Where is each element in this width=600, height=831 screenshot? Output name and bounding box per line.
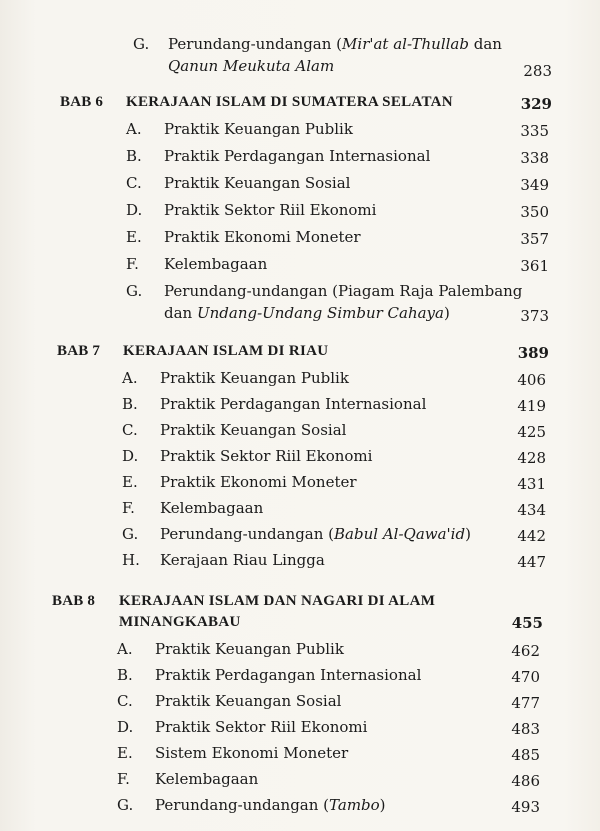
entry-letter: A.: [122, 369, 138, 387]
entry-title: Praktik Keuangan Sosial: [155, 692, 342, 710]
entry-page: 350: [520, 203, 549, 221]
entry-page: 486: [511, 772, 540, 790]
entry-title: Praktik Perdagangan Internasional: [164, 147, 431, 165]
entry-title: Praktik Sektor Riil Ekonomi: [155, 718, 368, 736]
entry-letter: G.: [126, 282, 143, 300]
entry-title: Praktik Keuangan Publik: [155, 640, 344, 658]
entry-title: Praktik Keuangan Sosial: [164, 174, 351, 192]
entry-title-line1: Perundang-undangan (Piagam Raja Palembang: [164, 282, 523, 300]
entry-page: 470: [511, 668, 540, 686]
chapter-label: BAB 6: [60, 94, 104, 110]
entry-letter: A.: [117, 640, 133, 658]
entry-page: 419: [517, 397, 546, 415]
entry-letter: E.: [122, 473, 138, 491]
entry-letter: E.: [117, 744, 133, 762]
chapter-title-line1: KERAJAAN ISLAM DAN NAGARI DI ALAM: [119, 593, 436, 609]
entry-page: 483: [511, 720, 540, 738]
entry-letter: H.: [122, 551, 140, 569]
entry-title: Praktik Keuangan Sosial: [160, 421, 347, 439]
entry-title-line1: Perundang-undangan (Mir'at al-Thullab dan: [168, 35, 502, 53]
entry-title: Praktik Perdagangan Internasional: [155, 666, 422, 684]
entry-letter: F.: [122, 499, 135, 517]
entry-letter: C.: [117, 692, 133, 710]
entry-letter: B.: [122, 395, 138, 413]
entry-letter: D.: [126, 201, 143, 219]
entry-page: 361: [520, 257, 549, 275]
entry-title: Praktik Keuangan Publik: [164, 120, 353, 138]
chapter-title: KERAJAAN ISLAM DI SUMATERA SELATAN: [126, 94, 453, 110]
entry-page: 335: [520, 122, 549, 140]
chapter-label: BAB 8: [52, 593, 96, 609]
entry-letter: B.: [126, 147, 142, 165]
entry-letter: B.: [117, 666, 133, 684]
entry-title: Kelembagaan: [155, 770, 259, 788]
entry-page: 442: [517, 527, 546, 545]
entry-letter: A.: [126, 120, 142, 138]
entry-title: Perundang-undangan (Tambo): [155, 796, 386, 814]
chapter-label: BAB 7: [57, 343, 101, 359]
entry-title-line2: dan Undang-Undang Simbur Cahaya): [164, 304, 450, 322]
entry-page: 447: [517, 553, 546, 571]
entry-title: Sistem Ekonomi Moneter: [155, 744, 349, 762]
entry-page: 425: [517, 423, 546, 441]
chapter-page: 329: [520, 95, 552, 113]
entry-title: Kelembagaan: [160, 499, 264, 517]
entry-letter: F.: [117, 770, 130, 788]
entry-page: 428: [517, 449, 546, 467]
entry-letter: G.: [117, 796, 134, 814]
chapter-title: KERAJAAN ISLAM DI RIAU: [123, 343, 329, 359]
entry-letter: C.: [126, 174, 142, 192]
entry-title: Praktik Sektor Riil Ekonomi: [164, 201, 377, 219]
entry-letter: G.: [133, 35, 150, 53]
entry-page: 373: [520, 307, 549, 325]
entry-page: 357: [520, 230, 549, 248]
entry-title: Perundang-undangan (Babul Al-Qawa'id): [160, 525, 471, 543]
chapter-title-line2: MINANGKABAU: [119, 614, 241, 630]
entry-title: Kelembagaan: [164, 255, 268, 273]
entry-page: 338: [520, 149, 549, 167]
entry-page: 283: [523, 62, 552, 80]
entry-title: Praktik Ekonomi Moneter: [160, 473, 357, 491]
entry-title-line2: Qanun Meukuta Alam: [168, 57, 335, 75]
entry-letter: G.: [122, 525, 139, 543]
entry-letter: E.: [126, 228, 142, 246]
entry-title: Praktik Ekonomi Moneter: [164, 228, 361, 246]
entry-letter: F.: [126, 255, 139, 273]
chapter-page: 455: [511, 614, 543, 632]
entry-page: 493: [511, 798, 540, 816]
entry-letter: D.: [117, 718, 134, 736]
entry-title: Kerajaan Riau Lingga: [160, 551, 325, 569]
entry-title: Praktik Perdagangan Internasional: [160, 395, 427, 413]
entry-page: 434: [517, 501, 546, 519]
entry-letter: C.: [122, 421, 138, 439]
entry-page: 349: [520, 176, 549, 194]
entry-title: Praktik Sektor Riil Ekonomi: [160, 447, 373, 465]
entry-page: 431: [517, 475, 546, 493]
chapter-page: 389: [517, 344, 549, 362]
entry-page: 477: [511, 694, 540, 712]
entry-letter: D.: [122, 447, 139, 465]
entry-page: 462: [511, 642, 540, 660]
entry-title: Praktik Keuangan Publik: [160, 369, 349, 387]
entry-page: 406: [517, 371, 546, 389]
entry-page: 485: [511, 746, 540, 764]
